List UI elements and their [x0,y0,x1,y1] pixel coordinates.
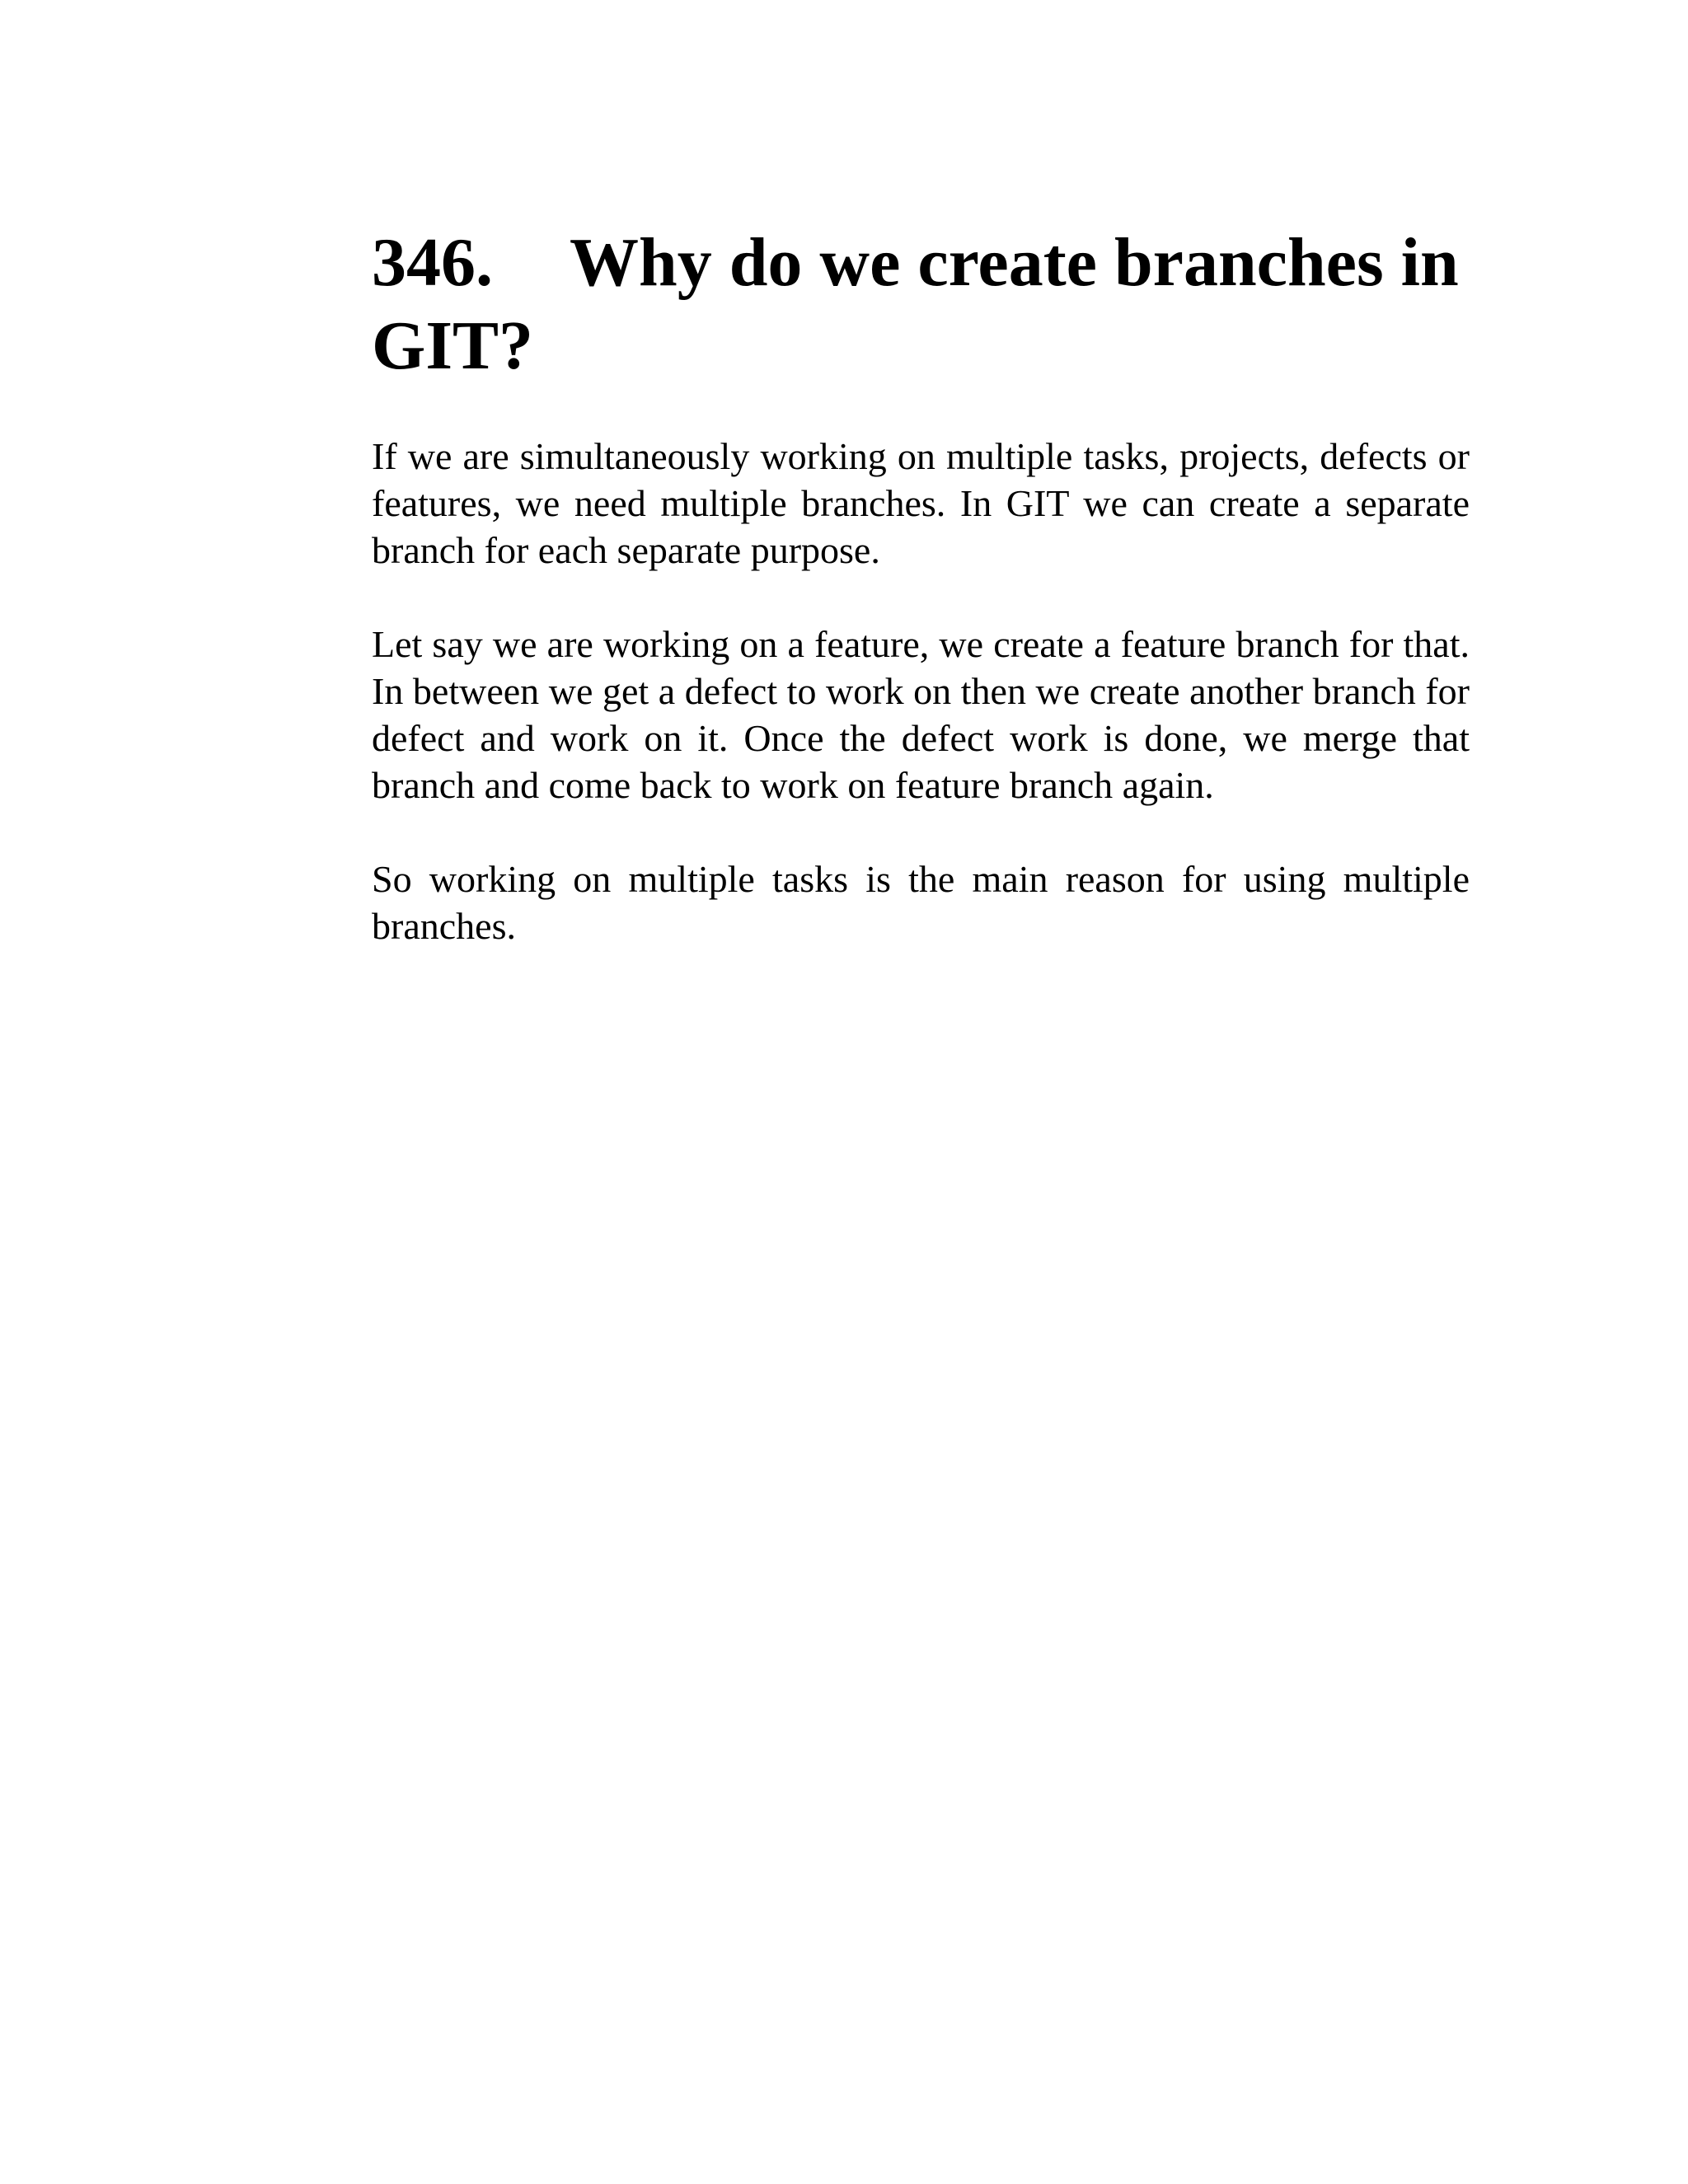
paragraph-3: So working on multiple tasks is the main reason for using multiple branches. [372,858,1470,947]
paragraph-1: If we are simultaneously working on multiple tasks, projects, defects or features, we need multiple branches. In GIT we can create a separate branch for each separate purpose. [372,435,1470,571]
section-heading [372,221,1470,387]
paragraph-2: Let say we are working on a feature, we create a feature branch for that. In between we get a defect to work on then we create another branch for defect and work on it. Once the defect work is done, we merge that branch and come back to work on feature branch again. [372,623,1470,806]
question-number: 346. [372,224,493,301]
question-title: Why do we create branches in GIT? [372,224,1459,384]
page-content [372,221,1470,949]
